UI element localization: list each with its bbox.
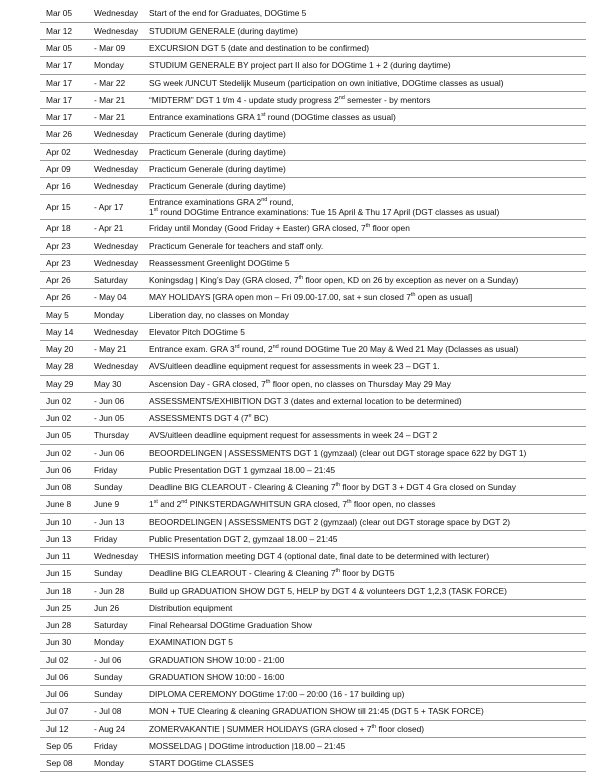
start-date: Mar 17 bbox=[40, 109, 88, 126]
day-or-end-date: Sunday bbox=[88, 668, 147, 685]
start-date: Apr 26 bbox=[40, 289, 88, 306]
event-text: MAY HOLIDAYS [GRA open mon – Fri 09.00-17.00, sat + sun closed 7th open as usual] bbox=[149, 292, 473, 303]
event-text: GRADUATION SHOW 10:00 - 16:00 bbox=[149, 671, 285, 682]
event-description bbox=[147, 358, 586, 375]
event-text: Practicum Generale (during daytime) bbox=[149, 146, 286, 157]
start-date: Jun 10 bbox=[40, 513, 88, 530]
schedule-table bbox=[40, 5, 586, 772]
event-description bbox=[147, 341, 586, 358]
event-text: DIPLOMA CEREMONY DOGtime 17:00 – 20:00 (16 - 17 building up) bbox=[149, 689, 405, 700]
event-text: Distribution equipment bbox=[149, 602, 233, 613]
start-date: Apr 15 bbox=[40, 195, 88, 220]
event-description bbox=[147, 289, 586, 306]
event-description bbox=[147, 582, 586, 599]
day-or-end-date: - Aug 24 bbox=[88, 720, 147, 737]
event-description bbox=[147, 57, 586, 74]
schedule-row bbox=[40, 5, 586, 22]
event-text: “MIDTERM” DGT 1 t/m 4 - update study progress 2nd semester - by mentors bbox=[149, 94, 431, 105]
schedule-row bbox=[40, 548, 586, 565]
day-or-end-date: Saturday bbox=[88, 272, 147, 289]
schedule-row bbox=[40, 513, 586, 530]
event-description bbox=[147, 565, 586, 582]
start-date: Jun 08 bbox=[40, 479, 88, 496]
day-or-end-date: Wednesday bbox=[88, 323, 147, 340]
event-description bbox=[147, 109, 586, 126]
event-description bbox=[147, 195, 586, 220]
start-date: Jun 02 bbox=[40, 392, 88, 409]
day-or-end-date: Sunday bbox=[88, 479, 147, 496]
day-or-end-date: - Jun 13 bbox=[88, 513, 147, 530]
event-description bbox=[147, 91, 586, 108]
schedule-body bbox=[40, 5, 586, 772]
schedule-row bbox=[40, 237, 586, 254]
day-or-end-date: Wednesday bbox=[88, 237, 147, 254]
start-date: Jul 02 bbox=[40, 651, 88, 668]
start-date: May 5 bbox=[40, 306, 88, 323]
schedule-row bbox=[40, 289, 586, 306]
day-or-end-date: - Apr 17 bbox=[88, 195, 147, 220]
schedule-row bbox=[40, 91, 586, 108]
schedule-row bbox=[40, 479, 586, 496]
start-date: Jun 28 bbox=[40, 617, 88, 634]
day-or-end-date: Friday bbox=[88, 737, 147, 754]
schedule-row bbox=[40, 668, 586, 685]
schedule-row bbox=[40, 496, 586, 513]
day-or-end-date: Sunday bbox=[88, 565, 147, 582]
schedule-row bbox=[40, 375, 586, 392]
day-or-end-date: - Jun 06 bbox=[88, 392, 147, 409]
start-date: Apr 23 bbox=[40, 254, 88, 271]
start-date: Jul 07 bbox=[40, 703, 88, 720]
schedule-row bbox=[40, 427, 586, 444]
day-or-end-date: Wednesday bbox=[88, 143, 147, 160]
event-text: Reassessment Greenlight DOGtime 5 bbox=[149, 257, 290, 268]
schedule-row bbox=[40, 143, 586, 160]
event-text: Elevator Pitch DOGtime 5 bbox=[149, 326, 245, 337]
event-description bbox=[147, 461, 586, 478]
event-text: EXAMINATION DGT 5 bbox=[149, 637, 233, 648]
event-text: BEOORDELINGEN | ASSESSMENTS DGT 2 (gymzaal) (clear out DGT storage space by DGT 2) bbox=[149, 516, 511, 527]
day-or-end-date: Friday bbox=[88, 461, 147, 478]
event-text: START DOGtime CLASSES bbox=[149, 758, 254, 769]
start-date: Jun 05 bbox=[40, 427, 88, 444]
schedule-row bbox=[40, 57, 586, 74]
event-text: SG week /UNCUT Stedelijk Museum (participation on own initiative, DOGtime classes as usual) bbox=[149, 77, 504, 88]
start-date: Jun 06 bbox=[40, 461, 88, 478]
event-text: STUDIUM GENERALE BY project part II also for DOGtime 1 + 2 (during daytime) bbox=[149, 60, 451, 71]
day-or-end-date: - Jun 05 bbox=[88, 410, 147, 427]
start-date: Mar 05 bbox=[40, 5, 88, 22]
event-description bbox=[147, 74, 586, 91]
schedule-row bbox=[40, 755, 586, 772]
schedule-row bbox=[40, 410, 586, 427]
schedule-row bbox=[40, 720, 586, 737]
event-text: Ascension Day - GRA closed, 7th floor open, no classes on Thursday May 29 May bbox=[149, 378, 451, 389]
schedule-row bbox=[40, 306, 586, 323]
day-or-end-date: - Mar 21 bbox=[88, 91, 147, 108]
event-description bbox=[147, 444, 586, 461]
event-text: STUDIUM GENERALE (during daytime) bbox=[149, 25, 298, 36]
start-date: June 8 bbox=[40, 496, 88, 513]
start-date: Jun 11 bbox=[40, 548, 88, 565]
event-text: Practicum Generale (during daytime) bbox=[149, 163, 286, 174]
event-text: EXCURSION DGT 5 (date and destination to be confirmed) bbox=[149, 43, 370, 54]
event-text: Entrance examinations GRA 1st round (DOGtime classes as usual) bbox=[149, 112, 396, 123]
schedule-row bbox=[40, 323, 586, 340]
event-description bbox=[147, 496, 586, 513]
day-or-end-date: Saturday bbox=[88, 617, 147, 634]
event-description bbox=[147, 392, 586, 409]
start-date: Jun 25 bbox=[40, 599, 88, 616]
schedule-row bbox=[40, 160, 586, 177]
schedule-row bbox=[40, 40, 586, 57]
event-description bbox=[147, 22, 586, 39]
schedule-row bbox=[40, 686, 586, 703]
event-description bbox=[147, 668, 586, 685]
event-text: Public Presentation DGT 1 gymzaal 18.00 – 21:45 bbox=[149, 464, 336, 475]
event-description bbox=[147, 160, 586, 177]
day-or-end-date: - Mar 09 bbox=[88, 40, 147, 57]
schedule-row bbox=[40, 74, 586, 91]
schedule-row bbox=[40, 634, 586, 651]
start-date: Sep 05 bbox=[40, 737, 88, 754]
event-text: Final Rehearsal DOGtime Graduation Show bbox=[149, 620, 312, 631]
event-text: Friday until Monday (Good Friday + Easter) GRA closed, 7th floor open bbox=[149, 223, 410, 234]
event-description bbox=[147, 737, 586, 754]
schedule-row bbox=[40, 461, 586, 478]
event-text: Practicum Generale for teachers and staff only. bbox=[149, 240, 324, 251]
day-or-end-date: - Apr 21 bbox=[88, 220, 147, 237]
event-text: BEOORDELINGEN | ASSESSMENTS DGT 1 (gymzaal) (clear out DGT storage space 622 by DGT 1) bbox=[149, 447, 527, 458]
event-text: Start of the end for Graduates, DOGtime 5 bbox=[149, 8, 307, 19]
day-or-end-date: Thursday bbox=[88, 427, 147, 444]
event-text: Deadline BIG CLEAROUT - Clearing & Cleaning 7th floor by DGT 3 + DGT 4 Gra closed on Sunday bbox=[149, 482, 516, 493]
day-or-end-date: - Jun 28 bbox=[88, 582, 147, 599]
day-or-end-date: Wednesday bbox=[88, 358, 147, 375]
event-description bbox=[147, 530, 586, 547]
schedule-row bbox=[40, 341, 586, 358]
event-text: Build up GRADUATION SHOW DGT 5, HELP by DGT 4 & volunteers DGT 1,2,3 (TASK FORCE) bbox=[149, 585, 507, 596]
event-text: MOSSELDAG | DOGtime introduction |18.00 – 21:45 bbox=[149, 740, 346, 751]
day-or-end-date: June 9 bbox=[88, 496, 147, 513]
schedule-row bbox=[40, 737, 586, 754]
start-date: Sep 08 bbox=[40, 755, 88, 772]
day-or-end-date: May 30 bbox=[88, 375, 147, 392]
day-or-end-date: Wednesday bbox=[88, 548, 147, 565]
schedule-row bbox=[40, 22, 586, 39]
day-or-end-date: Monday bbox=[88, 755, 147, 772]
event-description bbox=[147, 755, 586, 772]
start-date: May 14 bbox=[40, 323, 88, 340]
schedule-row bbox=[40, 109, 586, 126]
day-or-end-date: Wednesday bbox=[88, 5, 147, 22]
schedule-row bbox=[40, 444, 586, 461]
start-date: Jul 06 bbox=[40, 668, 88, 685]
day-or-end-date: - May 04 bbox=[88, 289, 147, 306]
day-or-end-date: - Mar 21 bbox=[88, 109, 147, 126]
event-text: ASSESSMENTS/EXHIBITION DGT 3 (dates and external location to be determined) bbox=[149, 395, 462, 406]
start-date: Jun 30 bbox=[40, 634, 88, 651]
day-or-end-date: - May 21 bbox=[88, 341, 147, 358]
day-or-end-date: Jun 26 bbox=[88, 599, 147, 616]
start-date: Mar 17 bbox=[40, 91, 88, 108]
event-description bbox=[147, 178, 586, 195]
start-date: Apr 02 bbox=[40, 143, 88, 160]
event-text-line-2: 1st round DOGtime Entrance examinations: Tue 15 April & Thu 17 April (DGT classes as usual) bbox=[149, 207, 500, 218]
day-or-end-date: Wednesday bbox=[88, 254, 147, 271]
event-description bbox=[147, 254, 586, 271]
event-text: THESIS information meeting DGT 4 (optional date, final date to be determined with lecturer) bbox=[149, 551, 490, 562]
day-or-end-date: Wednesday bbox=[88, 126, 147, 143]
start-date: Mar 17 bbox=[40, 74, 88, 91]
event-description bbox=[147, 703, 586, 720]
event-description bbox=[147, 220, 586, 237]
event-description bbox=[147, 40, 586, 57]
day-or-end-date: Wednesday bbox=[88, 160, 147, 177]
event-text: GRADUATION SHOW 10:00 - 21:00 bbox=[149, 654, 285, 665]
schedule-row bbox=[40, 392, 586, 409]
day-or-end-date: Wednesday bbox=[88, 178, 147, 195]
event-description bbox=[147, 617, 586, 634]
day-or-end-date: Wednesday bbox=[88, 22, 147, 39]
event-description bbox=[147, 126, 586, 143]
start-date: Mar 17 bbox=[40, 57, 88, 74]
event-description bbox=[147, 651, 586, 668]
day-or-end-date: Monday bbox=[88, 634, 147, 651]
day-or-end-date: Sunday bbox=[88, 686, 147, 703]
schedule-row bbox=[40, 599, 586, 616]
event-description bbox=[147, 479, 586, 496]
schedule-row bbox=[40, 126, 586, 143]
schedule-row bbox=[40, 220, 586, 237]
day-or-end-date: - Jul 06 bbox=[88, 651, 147, 668]
start-date: Apr 23 bbox=[40, 237, 88, 254]
start-date: Mar 26 bbox=[40, 126, 88, 143]
start-date: Jun 18 bbox=[40, 582, 88, 599]
event-description bbox=[147, 427, 586, 444]
start-date: Jul 06 bbox=[40, 686, 88, 703]
event-description bbox=[147, 237, 586, 254]
event-description bbox=[147, 5, 586, 22]
event-description bbox=[147, 143, 586, 160]
schedule-row bbox=[40, 582, 586, 599]
event-text: AVS/uitleen deadline equipment request for assessments in week 23 – DGT 1. bbox=[149, 361, 440, 372]
schedule-row bbox=[40, 617, 586, 634]
event-description bbox=[147, 720, 586, 737]
start-date: Jul 12 bbox=[40, 720, 88, 737]
event-text: Entrance exam. GRA 3rd round, 2nd round DOGtime Tue 20 May & Wed 21 May (Dclasses as usual) bbox=[149, 344, 519, 355]
event-text: Entrance examinations GRA 2nd round, bbox=[149, 197, 294, 208]
start-date: Jun 13 bbox=[40, 530, 88, 547]
start-date: Jun 15 bbox=[40, 565, 88, 582]
event-description bbox=[147, 306, 586, 323]
event-text: Liberation day, no classes on Monday bbox=[149, 309, 289, 320]
start-date: May 29 bbox=[40, 375, 88, 392]
schedule-row bbox=[40, 703, 586, 720]
event-text: Deadline BIG CLEAROUT - Clearing & Cleaning 7th floor by DGT5 bbox=[149, 568, 395, 579]
day-or-end-date: Monday bbox=[88, 306, 147, 323]
event-description bbox=[147, 686, 586, 703]
start-date: May 28 bbox=[40, 358, 88, 375]
start-date: Apr 09 bbox=[40, 160, 88, 177]
event-text: Public Presentation DGT 2, gymzaal 18.00 – 21:45 bbox=[149, 533, 338, 544]
event-description bbox=[147, 375, 586, 392]
event-description bbox=[147, 548, 586, 565]
day-or-end-date: - Mar 22 bbox=[88, 74, 147, 91]
schedule-row bbox=[40, 651, 586, 668]
day-or-end-date: - Jul 08 bbox=[88, 703, 147, 720]
event-text: Practicum Generale (during daytime) bbox=[149, 129, 286, 140]
start-date: Apr 18 bbox=[40, 220, 88, 237]
schedule-row bbox=[40, 254, 586, 271]
schedule-row bbox=[40, 565, 586, 582]
event-text: ASSESSMENTS DGT 4 (7e BC) bbox=[149, 413, 269, 424]
schedule-row bbox=[40, 178, 586, 195]
event-text: Practicum Generale (during daytime) bbox=[149, 181, 286, 192]
start-date: Mar 12 bbox=[40, 22, 88, 39]
schedule-row bbox=[40, 358, 586, 375]
event-description bbox=[147, 599, 586, 616]
event-text: ZOMERVAKANTIE | SUMMER HOLIDAYS (GRA closed + 7th floor closed) bbox=[149, 723, 425, 734]
day-or-end-date: Monday bbox=[88, 57, 147, 74]
event-text: MON + TUE Clearing & cleaning GRADUATION SHOW till 21:45 (DGT 5 + TASK FORCE) bbox=[149, 706, 484, 717]
event-description bbox=[147, 634, 586, 651]
schedule-row bbox=[40, 272, 586, 289]
schedule-row bbox=[40, 195, 586, 220]
start-date: May 20 bbox=[40, 341, 88, 358]
event-description bbox=[147, 513, 586, 530]
day-or-end-date: Friday bbox=[88, 530, 147, 547]
schedule-row bbox=[40, 530, 586, 547]
start-date: Apr 16 bbox=[40, 178, 88, 195]
event-description bbox=[147, 323, 586, 340]
day-or-end-date: - Jun 06 bbox=[88, 444, 147, 461]
start-date: Jun 02 bbox=[40, 410, 88, 427]
start-date: Apr 26 bbox=[40, 272, 88, 289]
start-date: Jun 02 bbox=[40, 444, 88, 461]
event-text: 1st and 2nd PINKSTERDAG/WHITSUN GRA closed, 7th floor open, no classes bbox=[149, 499, 436, 510]
event-text: AVS/uitleen deadline equipment request for assessments in week 24 – DGT 2 bbox=[149, 430, 438, 441]
start-date: Mar 05 bbox=[40, 40, 88, 57]
event-description bbox=[147, 410, 586, 427]
event-text: Koningsdag | King’s Day (GRA closed, 7th floor open, KD on 26 by exception as never on a Sunday) bbox=[149, 275, 519, 286]
event-description bbox=[147, 272, 586, 289]
